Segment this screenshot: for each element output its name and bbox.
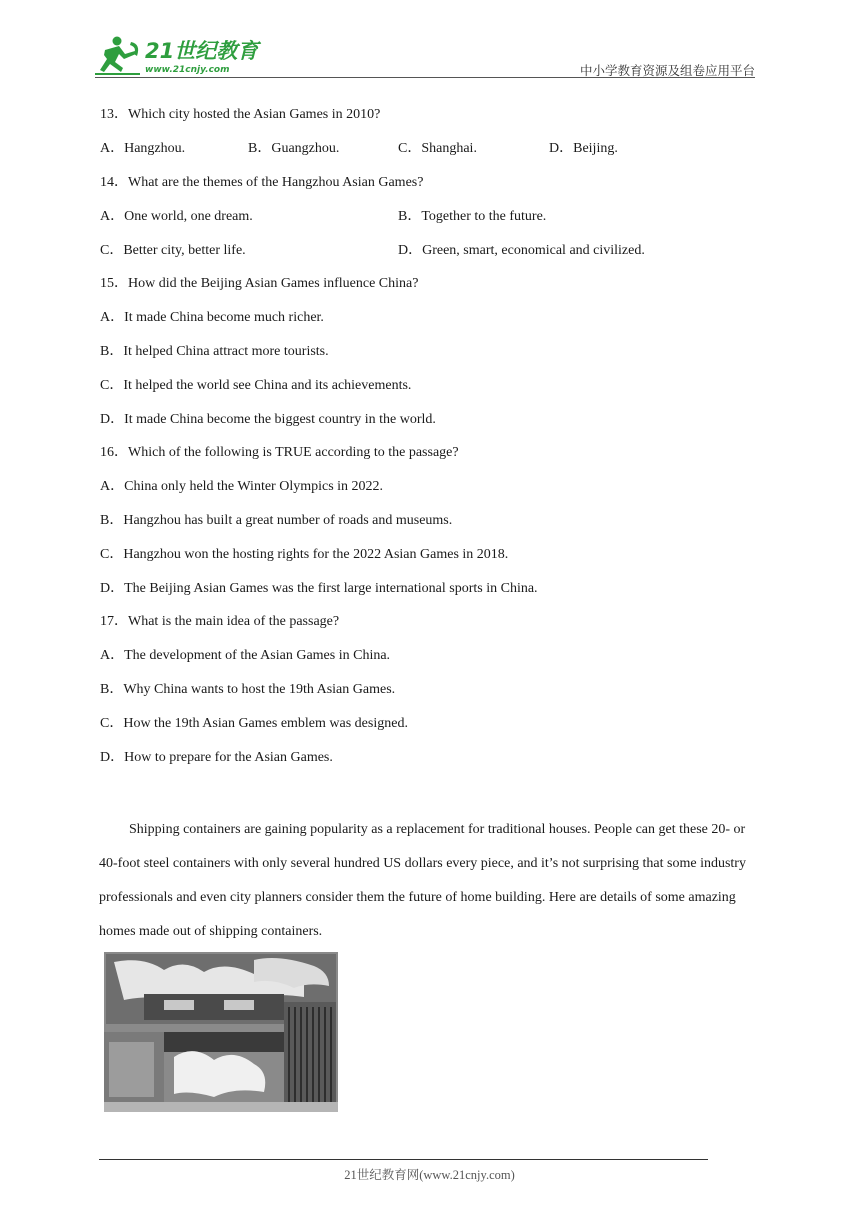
question-stem: 13．Which city hosted the Asian Games in 2010? xyxy=(100,107,381,122)
option-b: B．It helped China attract more tourists. xyxy=(100,344,329,359)
option-a: A．The development of the Asian Games in China. xyxy=(100,648,391,663)
option-a: A．One world, one dream. xyxy=(100,209,253,224)
passage-paragraph: Shipping containers are gaining popularity as a replacement for traditional houses. People can get these 20- or 40-foot steel containers with only several hundred US dollars every piece, and it’s not surprising that some industry professionals and even city planners consider them the future of home building. Here are details of some amazing homes made out of shipping containers. xyxy=(99,822,746,939)
footer-divider xyxy=(99,1159,708,1160)
option-c: C．How the 19th Asian Games emblem was designed. xyxy=(100,716,408,731)
question-stem: 15．How did the Beijing Asian Games influence China? xyxy=(100,276,419,291)
option-b: B．Hangzhou has built a great number of roads and museums. xyxy=(100,513,453,528)
logo-main-text: 21世纪教育 xyxy=(145,39,259,63)
option-a: A．China only held the Winter Olympics in 2022. xyxy=(100,479,384,494)
option-c: C．Hangzhou won the hosting rights for the 2022 Asian Games in 2018. xyxy=(100,547,509,562)
option-b: B．Together to the future. xyxy=(398,209,547,224)
option-d: D．How to prepare for the Asian Games. xyxy=(100,750,333,765)
question-stem: 16．Which of the following is TRUE according to the passage? xyxy=(100,445,459,460)
header-platform-text: 中小学教育资源及组卷应用平台 xyxy=(579,64,755,78)
option-b: B．Why China wants to host the 19th Asian Games. xyxy=(100,682,396,697)
option-a: A．Hangzhou. xyxy=(100,141,186,156)
page-header xyxy=(95,30,755,78)
reading-passage xyxy=(99,813,763,949)
option-d: D．Beijing. xyxy=(549,141,618,156)
container-home-photo xyxy=(104,952,338,1112)
footer-site-text: 21世纪教育网(www.21cnjy.com) xyxy=(344,1168,515,1182)
question-stem: 14．What are the themes of the Hangzhou Asian Games? xyxy=(100,175,424,190)
site-logo xyxy=(95,34,265,76)
logo-url-text: www.21cnjy.com xyxy=(145,65,230,75)
option-d: D．The Beijing Asian Games was the first large international sports in China. xyxy=(100,581,538,596)
option-c: C．It helped the world see China and its achievements. xyxy=(100,378,412,393)
option-d: D．It made China become the biggest country in the world. xyxy=(100,412,436,427)
option-a: A．It made China become much richer. xyxy=(100,310,324,325)
header-divider xyxy=(95,77,755,78)
question-stem: 17．What is the main idea of the passage? xyxy=(100,614,340,629)
option-c: C．Shanghai. xyxy=(398,141,477,156)
option-c: C．Better city, better life. xyxy=(100,243,246,258)
option-b: B．Guangzhou. xyxy=(248,141,340,156)
option-d: D．Green, smart, economical and civilized. xyxy=(398,243,645,258)
